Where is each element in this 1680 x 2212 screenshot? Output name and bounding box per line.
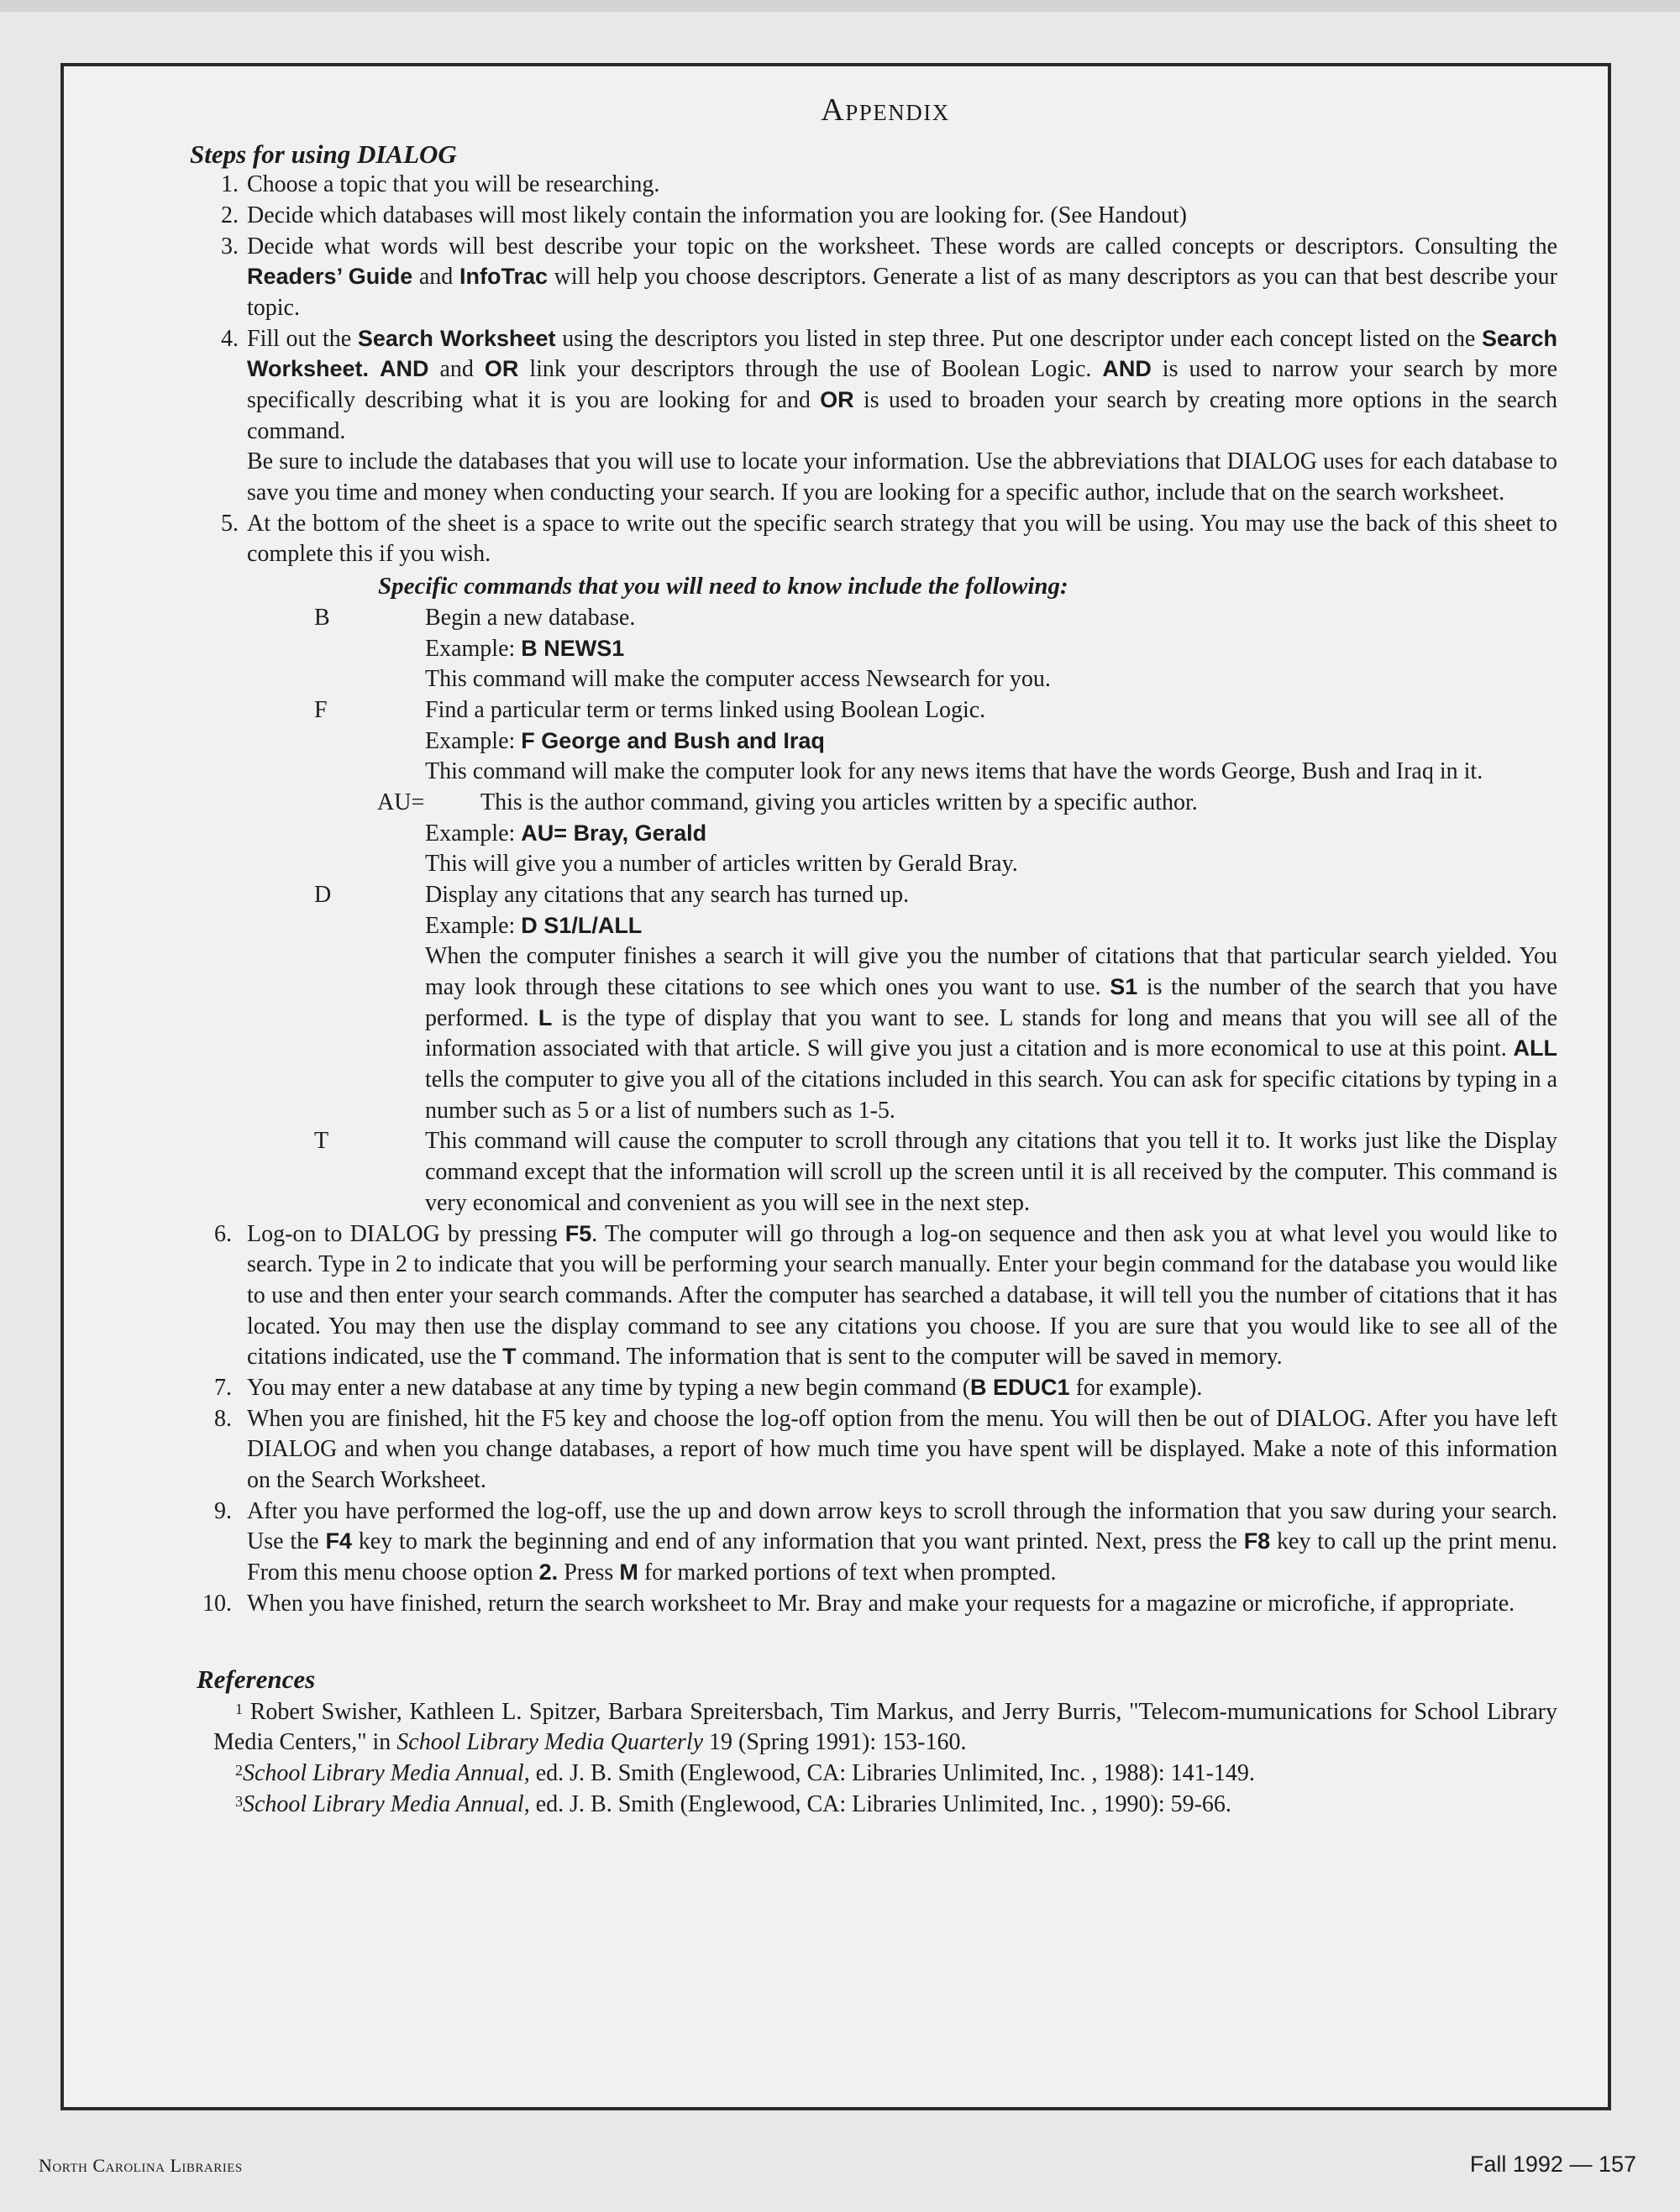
- step-8: 8. When you are finished, hit the F5 key and choose the log-off option from the menu. You will then be out of DIALOG. After you have left DIALOG and when you change databases, a report of how much time you have spent will be displayed. Make a note of this information on the Search Worksheet.: [214, 1405, 1557, 1493]
- command-au: AU= This is the author command, giving you articles written by a specific author.: [377, 789, 1198, 816]
- page-title: Appendix: [821, 92, 950, 128]
- command-f-example: Example: F George and Bush and Iraq: [425, 727, 825, 754]
- step-2: 2. Decide which databases will most likely contain the information you are looking for. (See Handout): [221, 202, 1187, 228]
- step-4-extra: Be sure to include the databases that you will use to locate your information. Use the abbreviations that DIALOG uses for each database to save you time and money when conducting your search. If you are looking for a specific author, include that on the search worksheet.: [247, 448, 1557, 506]
- step-3: 3. Decide what words will best describe your topic on the worksheet. These words are called concepts or descriptors. Consulting the Readers’ Guide and InfoTrac will help you choose descriptors. Generate a list of as many descriptors as you can that best describe your topic.: [221, 233, 1557, 321]
- references-section: [197, 1663, 1557, 1820]
- command-d: D Display any citations that any search has turned up.: [314, 882, 910, 909]
- references-heading: References: [197, 1664, 316, 1695]
- command-d-example: Example: D S1/L/ALL: [425, 912, 643, 939]
- command-d-note: When the computer finishes a search it will give you the number of citations that that particular search yielded. You may look through these citations to see which ones you want to use. S1 is the number of the search that you have performed. L is the type of display that you want to see. L stands for long and means that you will see all of the information associated with that article. S will give you just a citation and is more economical to use at this point. ALL tells the computer to give you all of the citations included in this search. You can ask for specific citations by typing in a number such as 5 or a list of numbers such as 1-5.: [425, 943, 1557, 1124]
- command-au-note: This will give you a number of articles written by Gerald Bray.: [425, 851, 1018, 878]
- reference-3: $^3$School Library Media Annual, ed. J. B. Smith (Englewood, CA: Libraries Unlimited, Inc. , 1990): 59-66.: [235, 1790, 1231, 1817]
- footer-page-number: Fall 1992 — 157: [1469, 2152, 1636, 2177]
- command-f-note: This command will make the computer look for any news items that have the words George, Bush and Iraq in it.: [425, 758, 1483, 785]
- appendix-box: [60, 63, 1611, 2110]
- reference-2: $^2$School Library Media Annual, ed. J. B. Smith (Englewood, CA: Libraries Unlimited, Inc. , 1988): 141-149.: [235, 1759, 1255, 1786]
- command-b-example: Example: B NEWS1: [425, 635, 625, 662]
- step-7: 7. You may enter a new database at any time by typing a new begin command (B EDUC1 for example).: [214, 1374, 1203, 1401]
- command-b: B Begin a new database.: [314, 605, 636, 632]
- command-au-example: Example: AU= Bray, Gerald: [425, 820, 707, 847]
- footer-journal-name: North Carolina Libraries: [39, 2155, 243, 2176]
- step-5: 5. At the bottom of the sheet is a space to write out the specific search strategy that you will be using. You may use the back of this sheet to complete this if you wish.: [221, 510, 1557, 568]
- command-b-note: This command will make the computer access Newsearch for you.: [425, 666, 1051, 693]
- top-strip: [0, 0, 1680, 12]
- command-t: T This command will cause the computer to scroll through any citations that you tell it to. It works just like the Display command except that the information will scroll up the screen until it is all received by the computer. This command is very economical and convenient as you will see in the next step.: [314, 1128, 1557, 1216]
- reference-1: $^1$ Robert Swisher, Kathleen L. Spitzer, Barbara Spreitersbach, Tim Markus, and Jerry Burris, "Telecom-mumunications for School Library Media Centers," in School Library Media Quarterly 19 (Spring 1991): 153-160.: [213, 1698, 1557, 1756]
- steps-heading: Steps for using DIALOG: [190, 139, 457, 169]
- step-1: 1. Choose a topic that you will be researching.: [221, 171, 660, 198]
- step-6: 6. Log-on to DIALOG by pressing F5. The computer will go through a log-on sequence and then ask you at what level you would like to search. Type in 2 to indicate that you will be performing your search manually. Enter your begin command for the database you would like to use and then enter your search commands. After the computer has searched a database, it will tell you the number of citations that it has located. You may then use the display command to see any citations you choose. If you are sure that you would like to see all of the citations indicated, use the T command. The information that is sent to the computer will be saved in memory.: [214, 1220, 1558, 1371]
- command-f: F Find a particular term or terms linked using Boolean Logic.: [314, 697, 986, 724]
- specific-commands-heading: Specific commands that you will need to know include the following:: [378, 572, 1068, 600]
- step-4: 4. Fill out the Search Worksheet using the descriptors you listed in step three. Put one descriptor under each concept listed on the Search Worksheet. AND and OR link your descriptors through the use of Boolean Logic. AND is used to narrow your search by more specifically describing what it is you are looking for and OR is used to broaden your search by creating more options in the search command.: [221, 325, 1558, 444]
- step-10: 10. When you have finished, return the search worksheet to Mr. Bray and make your requests for a magazine or microfiche, if appropriate.: [202, 1590, 1515, 1617]
- step-9: 9. After you have performed the log-off, use the up and down arrow keys to scroll through the information that you saw during your search. Use the F4 key to mark the beginning and end of any information that you want printed. Next, press the F8 key to call up the print menu. From this menu choose option 2. Press M for marked portions of text when prompted.: [214, 1497, 1557, 1586]
